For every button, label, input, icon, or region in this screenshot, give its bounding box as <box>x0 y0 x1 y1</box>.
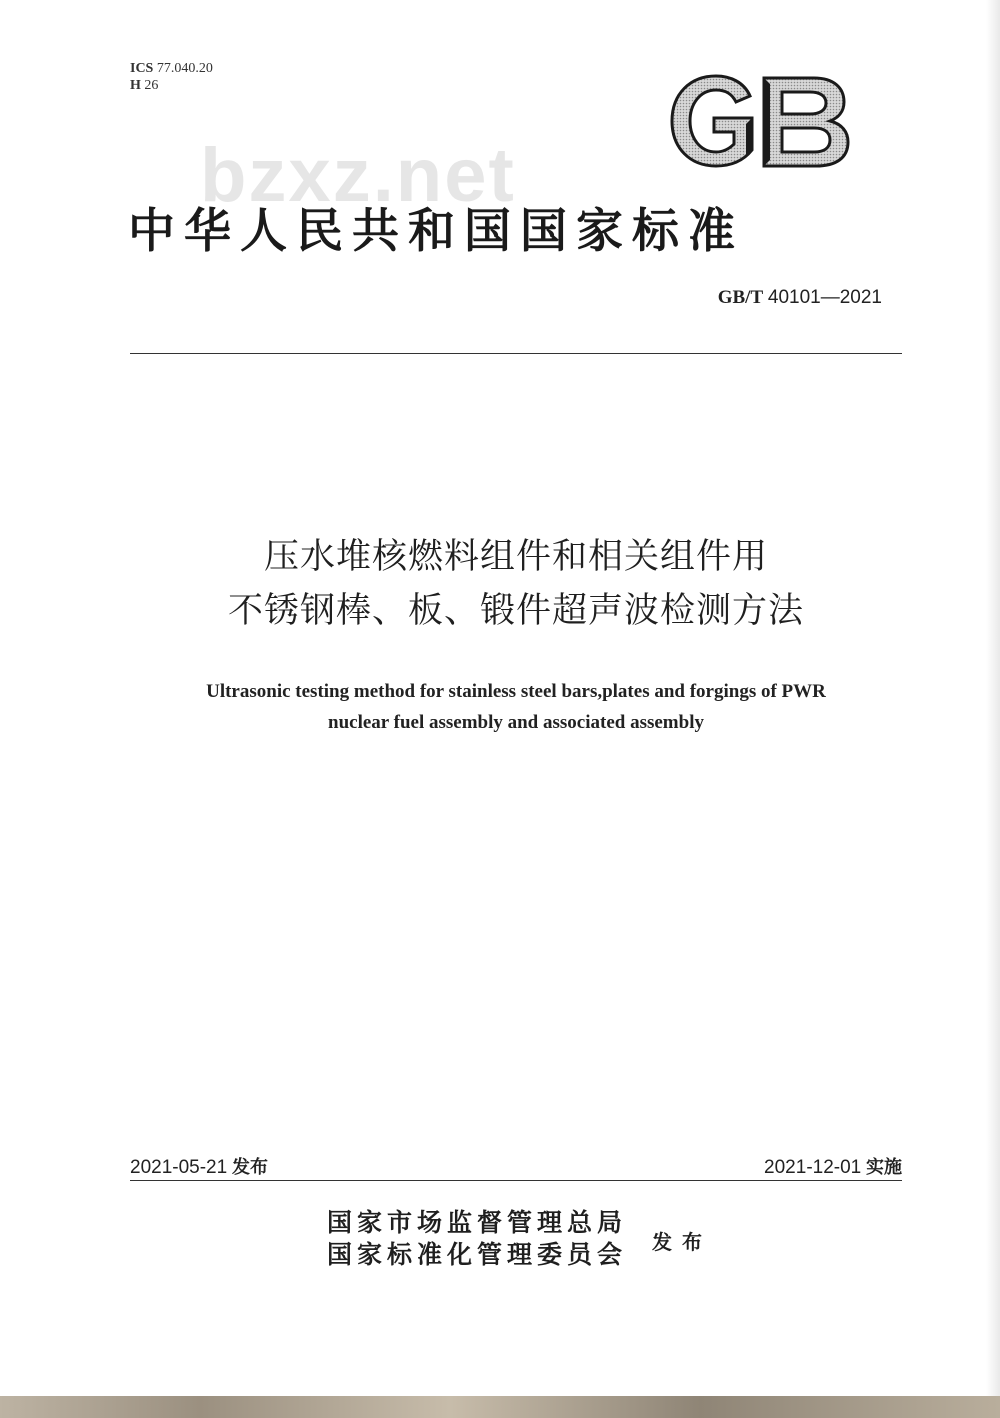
issuer-line-1: 国家市场监督管理总局 <box>327 1208 628 1237</box>
implement-date: 2021-12-01 <box>764 1157 862 1178</box>
class-row <box>130 77 213 94</box>
national-standard-title: 中华人民共和国国家标准 <box>128 204 744 259</box>
english-title-line-2: nuclear fuel assembly and associated assembly <box>328 712 704 733</box>
class-label: H <box>130 78 141 93</box>
bottom-divider <box>130 1180 902 1181</box>
implement-label: 实施 <box>866 1157 902 1178</box>
ics-label: ICS <box>130 61 154 76</box>
issue-label: 发布 <box>231 1157 268 1178</box>
gb-logo <box>664 72 852 170</box>
issuer-line-2: 国家标准化管理委员会 <box>327 1240 628 1269</box>
class-value: 26 <box>144 78 159 93</box>
issue-date: 2021-05-21 <box>130 1157 228 1178</box>
chinese-title-line-2: 不锈钢棒、板、锻件超声波检测方法 <box>227 591 804 631</box>
ics-row <box>130 60 213 77</box>
background-strip <box>0 1396 1000 1418</box>
standard-prefix: GB/T <box>717 287 764 308</box>
classification-codes <box>130 60 213 94</box>
page-edge-shadow <box>986 0 1000 1418</box>
chinese-title-line-1: 压水堆核燃料组件和相关组件用 <box>263 537 768 577</box>
english-title <box>130 676 902 738</box>
issue-date-group <box>130 1153 268 1179</box>
chinese-title <box>130 530 902 638</box>
publish-label: 发布 <box>652 1230 712 1254</box>
watermark-text: bzxz.net <box>200 133 516 218</box>
standard-code: 40101—2021 <box>767 287 882 308</box>
issuing-authorities <box>327 1207 627 1271</box>
top-divider <box>130 353 902 354</box>
standard-number <box>718 287 882 309</box>
ics-value: 77.040.20 <box>156 61 213 76</box>
implement-date-group <box>764 1153 902 1179</box>
english-title-line-1: Ultrasonic testing method for stainless steel bars,plates and forgings of PWR <box>206 681 826 702</box>
